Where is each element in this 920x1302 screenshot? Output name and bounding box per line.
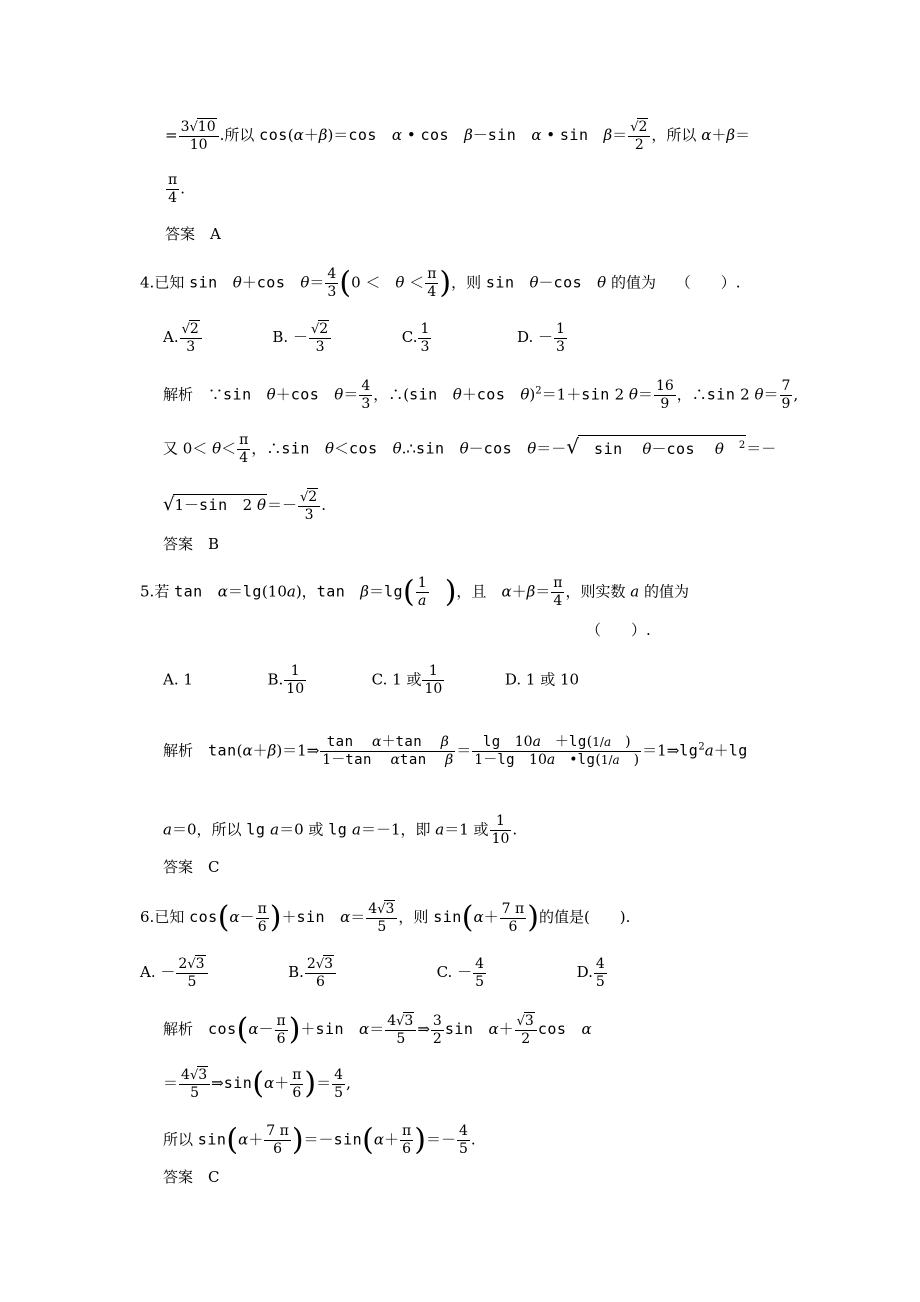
q5-analysis-line2: a＝0，所以 lg a＝0 或 lg a＝－1，即 a＝1 或 $\frac{1}{10}$ . xyxy=(163,813,518,847)
q5-analysis-line1: 解析 tan(α＋β)＝1⇒ $\frac{\text{tan α＋tan β}}{\text{1－tan αtan β}}$ ＝ $\frac{\lg 10a +\lg(1/a )}{1-\lg 10a •\lg(1/a )}$ $=1\Rightarrow\lg^2a+\lg$ xyxy=(163,734,748,768)
q5-blank: （ ）. xyxy=(586,621,651,639)
q4-analysis-line3: √1－sin 2 θ＝－ $\frac{√2}{3}$ . xyxy=(163,489,326,523)
q5-options: A. 1 B. $\frac{1}{10}$ C. 1 或 $\frac{1}{10}$ D. 1 或 10 xyxy=(163,663,580,697)
q6-stem: 6.已知 cos(α－ $\frac{\pi}{6}$ )＋sin α＝ $\frac{4√3}{5}$ ，则 sin(α＋ $\frac{7 \pi}{6}$ )的值是( ). xyxy=(140,900,631,935)
q4-analysis-line1: 解析 ∵sin θ＋cos θ＝ $\frac{4}{3}$ ，∴(sin θ＋cos θ)$^2$＝1＋sin 2 θ＝ $\frac{16}{9}$ ，∴sin 2 θ＝ $\frac{7}{9}$ , xyxy=(163,378,799,412)
q6-options: A. － $\frac{2√3}{5}$ B. $\frac{2√3}{6}$ C. － $\frac{4}{5}$ D. $\frac{4}{5}$ xyxy=(140,955,605,990)
q4-options: A. $\frac{√2}{3}$ B. － $\frac{√2}{3}$ C. $\frac{1}{3}$ D. － $\frac{1}{3}$ xyxy=(163,320,565,355)
q5-answer: 答案 C xyxy=(163,858,220,876)
q4-analysis-line2: 又 0＜ θ＜ $\frac{\pi}{4}$ ，∴sin θ＜cos θ.∴sin θ－cos θ＝－√ sin θ－cos θ $^2$＝－ xyxy=(163,432,777,466)
q4-answer: 答案 B xyxy=(163,535,220,553)
q6-answer: 答案 C xyxy=(163,1168,220,1186)
q6-analysis-line2: ＝ $\frac{4√3}{5}$ ⇒sin(α＋ $\frac{\pi}{6}$ )＝ $\frac{4}{5}$ , xyxy=(163,1066,351,1101)
q6-analysis-line3: 所以 sin(α＋ $\frac{7 \pi}{6}$ )＝－sin(α＋ $\frac{\pi}{6}$ )＝－ $\frac{4}{5}$ . xyxy=(163,1122,476,1158)
q6-analysis-line1: 解析 cos(α－ $\frac{\pi}{6}$ )＋sin α＝ $\frac{4√3}{5}$ ⇒ $\frac{3}{2}$ sin α＋ $\frac{√3}{2}$ cos α xyxy=(163,1012,592,1047)
q3-solution-line2: $\frac{\pi}{4}$ . xyxy=(168,172,185,206)
q3-solution-line1: = $\frac{3√10}{10}$ .所以 cos(α＋β)＝cos α • cos β－sin α • sin β＝ $\frac{√2}{2}$ ，所以 α＋β＝ xyxy=(165,119,751,153)
q4-stem: 4.已知 sin θ＋cos θ＝ $\frac{4}{3}$ (0 ＜ θ ＜ $\frac{\pi}{4}$ )，则 sin θ－cos θ 的值为 （ ）. xyxy=(140,265,741,301)
q5-stem: 5.若 tan α＝lg(10a)，tan β＝lg( $\frac{1}{a}$ )，且 α＋β＝ $\frac{\pi}{4}$ ，则实数 a 的值为 xyxy=(140,574,689,610)
q3-answer: 答案 A xyxy=(165,225,221,243)
